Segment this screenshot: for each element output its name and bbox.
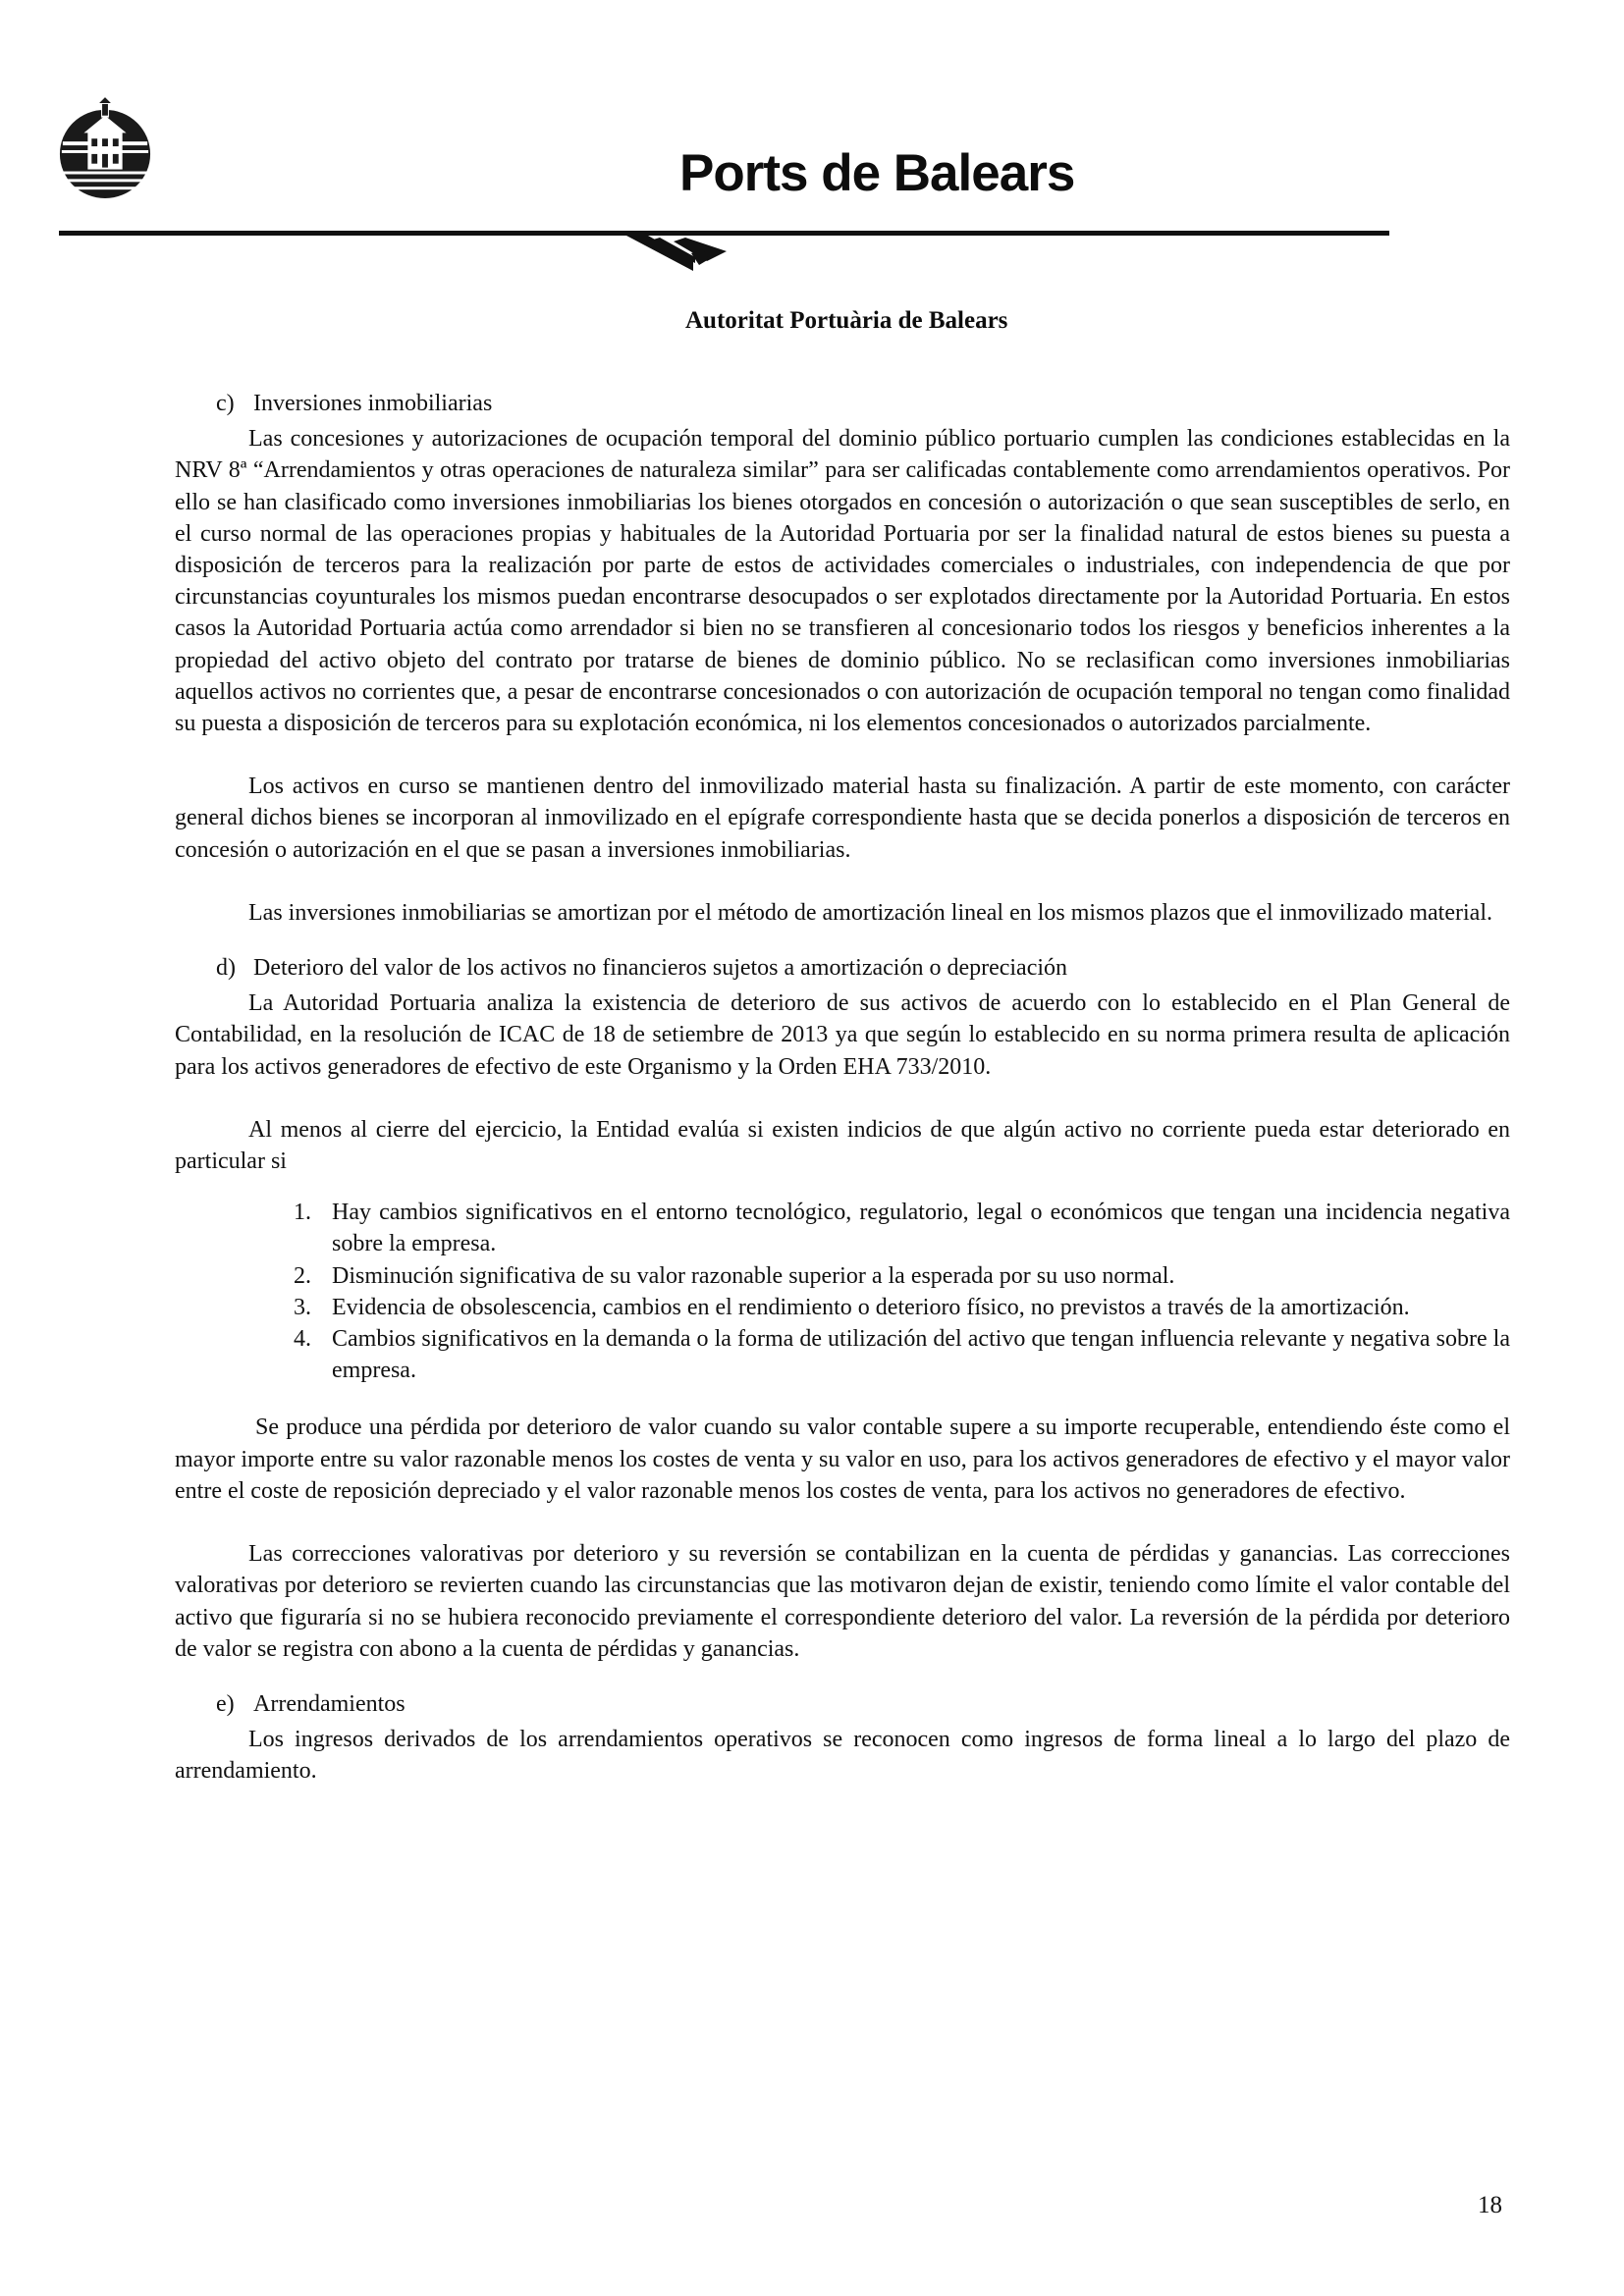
list-number: 2. (294, 1262, 311, 1289)
section-marker: d) (216, 955, 236, 982)
list-item-text: Evidencia de obsolescencia, cambios en el rendimiento o deterioro físico, no previstos a través de la amortización. (332, 1294, 1410, 1320)
list-item (294, 1323, 1510, 1386)
brand-subtitle: Autoritat Portuària de Balears (685, 307, 1008, 334)
section-title: Deterioro del valor de los activos no financieros sujetos a amortización o depreciación (253, 955, 1068, 982)
list-item (294, 1197, 1510, 1259)
paragraph: La Autoridad Portuaria analiza la existencia de deterioro de sus activos de acuerdo con lo establecido en el Plan General de Contabilidad, en la resolución de ICAC de 18 de setiembre de 2013 ya que según lo establecido en su norma primera resulta de aplicación para los activos generadores de efectivo de este Organismo y la Orden EHA 733/2010. (175, 990, 1510, 1080)
section-e-heading (175, 1688, 1510, 1720)
paragraph: Los activos en curso se mantienen dentro del inmovilizado material hasta su finalización. A partir de este momento, con carácter general dichos bienes se incorporan al inmovilizado en el epígrafe correspondiente hasta que se decida ponerlos a disposición de terceros en concesión o autorización en el que se pasan a inversiones inmobiliarias. (175, 774, 1510, 863)
page-number: 18 (1478, 2192, 1502, 2218)
section-c-heading (175, 388, 1510, 419)
header-divider (0, 0, 1624, 294)
list-number: 1. (294, 1200, 311, 1226)
section-marker: e) (216, 1690, 235, 1717)
list-item (294, 1260, 1510, 1292)
list-item (294, 1292, 1510, 1323)
paragraph: Se produce una pérdida por deterioro de valor cuando su valor contable supere a su importe recuperable, entendiendo éste como el mayor importe entre su valor razonable menos los costes de venta y su valor en uso, para los activos generadores de efectivo y el mayor valor entre el coste de reposición depreciado y el valor razonable menos los costes de venta, para los activos no generadores de efectivo. (175, 1415, 1510, 1504)
brand-name: Ports de Balears (679, 144, 1075, 202)
paragraph: Las correcciones valorativas por deterioro y su reversión se contabilizan en la cuenta de pérdidas y ganancias. Las correcciones valorativas por deterioro se revierten cuando las circunstancias que las motivaron dejan de existir, teniendo como límite el valor contable del activo que figuraría si no se hubiera reconocido previamente el correspondiente deterioro del valor. La reversión de la pérdida por deterioro de valor se registra con abono a la cuenta de pérdidas y ganancias. (175, 1541, 1510, 1662)
paragraph: Al menos al cierre del ejercicio, la Entidad evalúa si existen indicios de que algún activo no corriente pueda estar deteriorado en particular si (175, 1116, 1510, 1175)
list-item-text: Disminución significativa de su valor razonable superior a la esperada por su uso normal. (332, 1262, 1175, 1289)
section-marker: c) (216, 391, 235, 416)
criteria-list (175, 1197, 1510, 1386)
list-item-text: Cambios significativos en la demanda o la forma de utilización del activo que tengan influencia relevante y negativa sobre la empresa. (332, 1326, 1510, 1384)
list-item-text: Hay cambios significativos en el entorno tecnológico, regulatorio, legal o económicos que tengan una incidencia negativa sobre la empresa. (332, 1200, 1510, 1257)
list-number: 4. (294, 1326, 311, 1353)
section-title: Inversiones inmobiliarias (253, 391, 493, 416)
paragraph: Los ingresos derivados de los arrendamientos operativos se reconocen como ingresos de forma lineal a lo largo del plazo de arrendamiento. (175, 1727, 1510, 1785)
section-d-heading (175, 952, 1510, 984)
document-body (175, 388, 1510, 1819)
paragraph: Las concesiones y autorizaciones de ocupación temporal del dominio público portuario cumplen las condiciones establecidas en la NRV 8ª “Arrendamientos y otras operaciones de naturaleza similar” para ser calificadas contablemente como arrendamientos operativos. Por ello se han clasificado como inversiones inmobiliarias los bienes otorgados en concesión o autorización o que sean susceptibles de serlo, en el curso normal de las operaciones propias y habituales de la Autoridad Portuaria por ser la finalidad natural de estos bienes su puesta a disposición de terceros para la realización por parte de estos de actividades comerciales o industriales, con independencia de que por circunstancias coyunturales los mismos puedan encontrarse desocupados o ser explotados directamente por la Autoridad Portuaria. En estos casos la Autoridad Portuaria actúa como arrendador si bien no se transfieren al concesionario todos los riesgos y beneficios inherentes a la propiedad del activo objeto del contrato por tratarse de bienes de dominio público. No se reclasifican como inversiones inmobiliarias aquellos activos no corrientes que, a pesar de encontrarse concesionados o con autorización de ocupación temporal no tengan como finalidad su puesta a disposición de terceros para su explotación económica, ni los elementos concesionados o autorizados parcialmente. (175, 426, 1510, 737)
list-number: 3. (294, 1294, 311, 1320)
section-title: Arrendamientos (253, 1690, 406, 1717)
page-header (0, 0, 1624, 344)
paragraph: Las inversiones inmobiliarias se amortizan por el método de amortización lineal en los mismos plazos que el inmovilizado material. (248, 899, 1492, 926)
